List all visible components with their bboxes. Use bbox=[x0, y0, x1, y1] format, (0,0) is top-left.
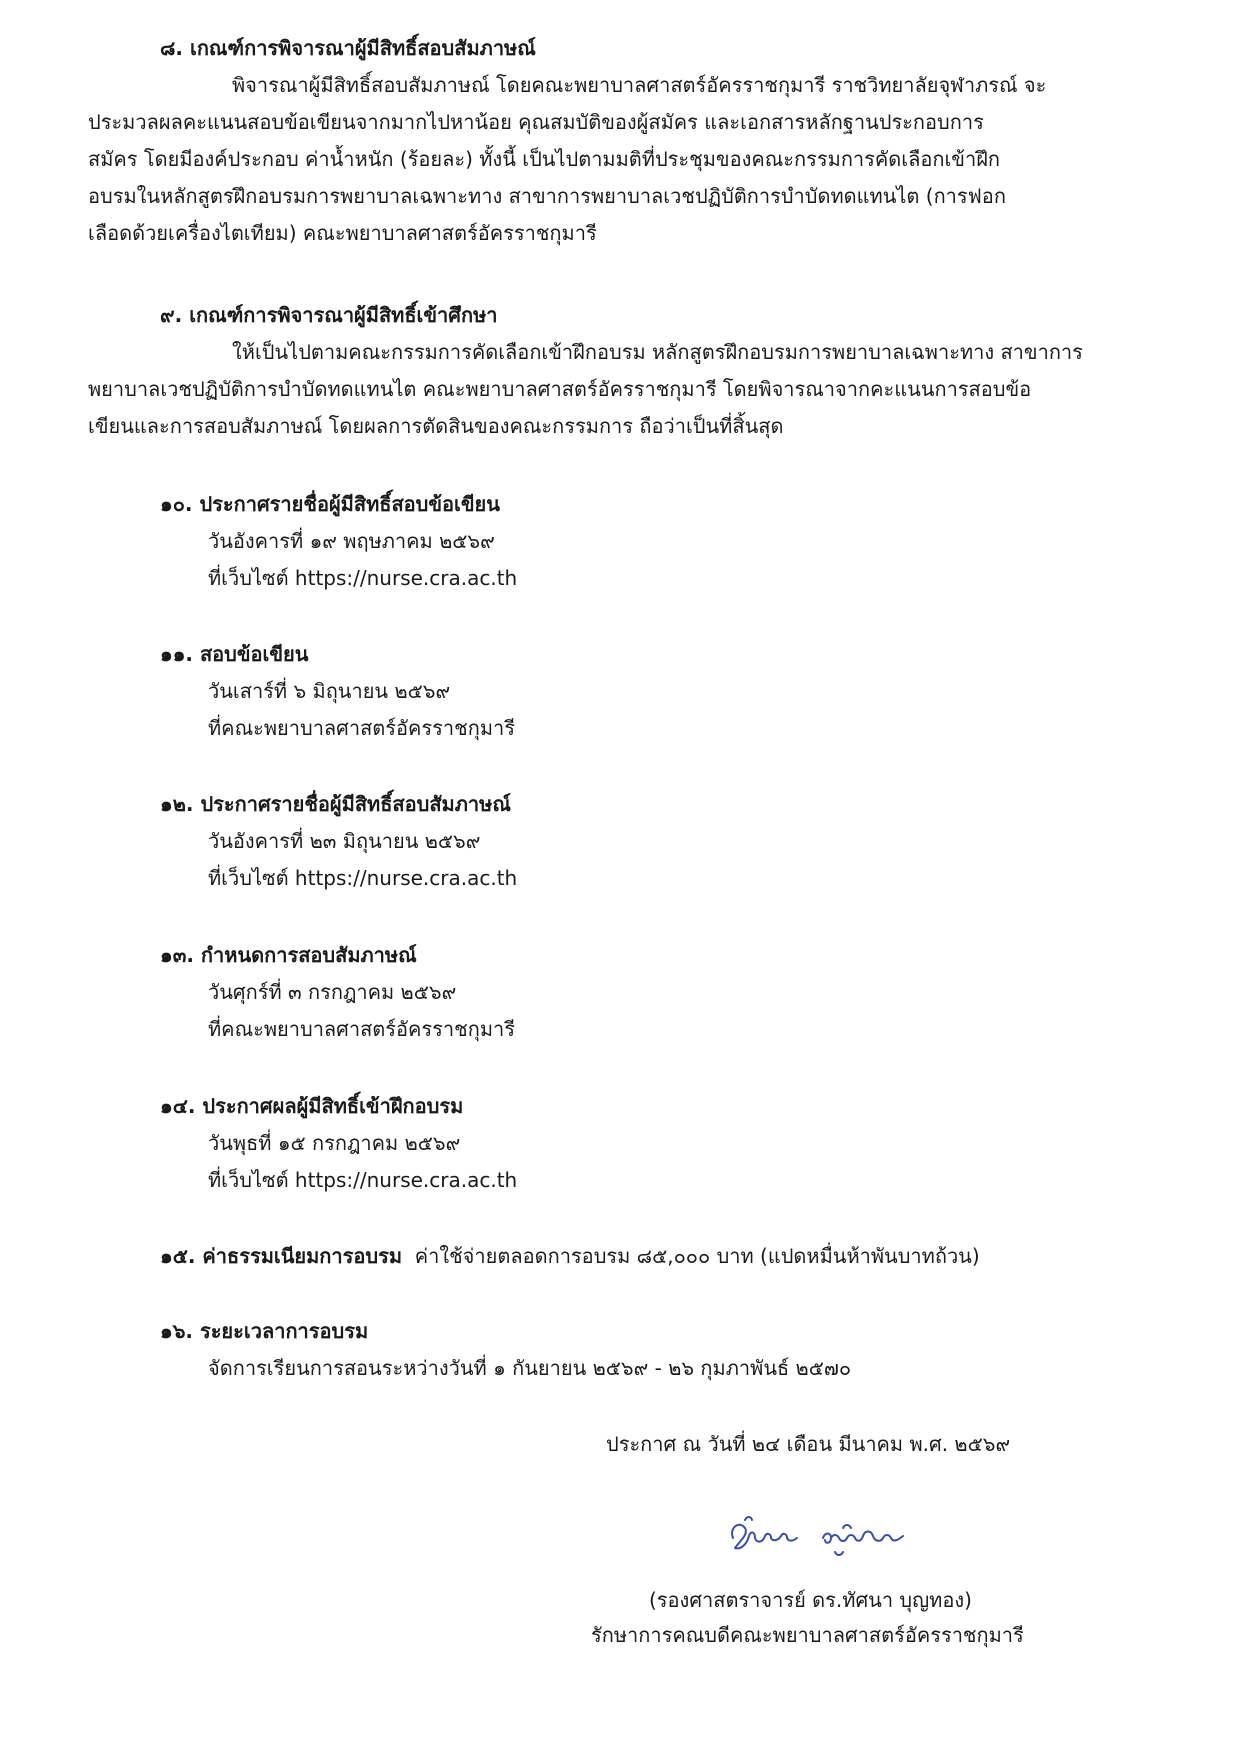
section-8-line-2: ประมวลผลคะแนนสอบข้อเขียนจากมากไปหาน้อย คุณสมบัติของผู้สมัคร และเอกสารหลักฐานประกอบการ bbox=[88, 110, 984, 134]
signer-name: (รองศาสตราจารย์ ดร.ทัศนา บุญทอง) bbox=[649, 1588, 972, 1612]
section-11-location: ที่คณะพยาบาลศาสตร์อัครราชกุมารี bbox=[208, 716, 515, 740]
section-15 bbox=[160, 1238, 1150, 1275]
section-8-line-4: อบรมในหลักสูตรฝึกอบรมการพยาบาลเฉพาะทาง สาขาการพยาบาลเวชปฏิบัติการบำบัดทดแทนไต (การฟอก bbox=[88, 184, 1006, 208]
section-13-date: วันศุกร์ที่ ๓ กรกฎาคม ๒๕๖๙ bbox=[208, 980, 457, 1004]
section-8-paragraph bbox=[88, 67, 1150, 252]
section-16-period: จัดการเรียนการสอนระหว่างวันที่ ๑ กันยายน ๒๕๖๙ - ๒๖ กุมภาพันธ์ ๒๕๗๐ bbox=[208, 1356, 852, 1380]
section-9-line-1: ให้เป็นไปตามคณะกรรมการคัดเลือกเข้าฝึกอบรม หลักสูตรฝึกอบรมการพยาบาลเฉพาะทาง สาขาการ bbox=[232, 340, 1083, 364]
section-12-heading: ๑๒. ประกาศรายชื่อผู้มีสิทธิ์สอบสัมภาษณ์ bbox=[160, 792, 511, 816]
section-14-date: วันพุธที่ ๑๕ กรกฎาคม ๒๕๖๙ bbox=[208, 1131, 461, 1155]
section-10-location: ที่เว็บไซต์ https://nurse.cra.ac.th bbox=[208, 566, 518, 590]
section-12 bbox=[160, 786, 1150, 897]
section-8 bbox=[88, 30, 1150, 252]
section-9-paragraph bbox=[88, 334, 1150, 445]
section-15-line bbox=[160, 1238, 1150, 1275]
section-11-date: วันเสาร์ที่ ๖ มิถุนายน ๒๕๖๙ bbox=[208, 679, 451, 703]
section-8-line-3: สมัคร โดยมีองค์ประกอบ ค่าน้ำหนัก (ร้อยละ) ทั้งนี้ เป็นไปตามมติที่ประชุมของคณะกรรมการคัดเลือกเข้าฝึก bbox=[88, 147, 1001, 171]
section-8-heading: ๘. เกณฑ์การพิจารณาผู้มีสิทธิ์สอบสัมภาษณ์ bbox=[160, 36, 536, 60]
section-9-heading: ๙. เกณฑ์การพิจารณาผู้มีสิทธิ์เข้าศึกษา bbox=[160, 303, 498, 327]
section-13-location: ที่คณะพยาบาลศาสตร์อัครราชกุมารี bbox=[208, 1017, 515, 1041]
section-15-heading: ๑๕. ค่าธรรมเนียมการอบรม bbox=[160, 1244, 403, 1268]
section-9-line-3: เขียนและการสอบสัมภาษณ์ โดยผลการตัดสินของคณะกรรมการ ถือว่าเป็นที่สิ้นสุด bbox=[88, 414, 784, 438]
section-12-location: ที่เว็บไซต์ https://nurse.cra.ac.th bbox=[208, 866, 518, 890]
section-10 bbox=[160, 486, 1150, 597]
section-9-line-2: พยาบาลเวชปฏิบัติการบำบัดทดแทนไต คณะพยาบาลศาสตร์อัครราชกุมารี โดยพิจารณาจากคะแนนการสอบข้อ bbox=[88, 377, 1032, 401]
signer-title: รักษาการคณบดีคณะพยาบาลศาสตร์อัครราชกุมารี bbox=[591, 1623, 1024, 1647]
section-10-date: วันอังคารที่ ๑๙ พฤษภาคม ๒๕๖๙ bbox=[208, 529, 495, 553]
section-13-heading: ๑๓. กำหนดการสอบสัมภาษณ์ bbox=[160, 943, 417, 967]
section-16 bbox=[160, 1313, 1150, 1387]
section-11-heading: ๑๑. สอบข้อเขียน bbox=[160, 642, 309, 666]
section-14-location: ที่เว็บไซต์ https://nurse.cra.ac.th bbox=[208, 1168, 518, 1192]
announcement-date: ประกาศ ณ วันที่ ๒๔ เดือน มีนาคม พ.ศ. ๒๕๖๙ bbox=[606, 1432, 1011, 1456]
section-8-line-1: พิจารณาผู้มีสิทธิ์สอบสัมภาษณ์ โดยคณะพยาบาลศาสตร์อัครราชกุมารี ราชวิทยาลัยจุฬาภรณ์ จะ bbox=[232, 73, 1047, 97]
section-13 bbox=[160, 937, 1150, 1048]
section-8-line-5: เลือดด้วยเครื่องไตเทียม) คณะพยาบาลศาสตร์อัครราชกุมารี bbox=[88, 221, 597, 245]
signature-image bbox=[725, 1508, 915, 1564]
section-10-heading: ๑๐. ประกาศรายชื่อผู้มีสิทธิ์สอบข้อเขียน bbox=[160, 492, 500, 516]
section-14 bbox=[160, 1088, 1150, 1199]
section-11 bbox=[160, 636, 1150, 747]
section-14-heading: ๑๔. ประกาศผลผู้มีสิทธิ์เข้าฝึกอบรม bbox=[160, 1094, 464, 1118]
section-9 bbox=[88, 297, 1150, 445]
section-15-fee-text: ค่าใช้จ่ายตลอดการอบรม ๘๕,๐๐๐ บาท (แปดหมื่นห้าพันบาทถ้วน) bbox=[414, 1244, 980, 1268]
section-16-heading: ๑๖. ระยะเวลาการอบรม bbox=[160, 1319, 369, 1343]
section-12-date: วันอังคารที่ ๒๓ มิถุนายน ๒๕๖๙ bbox=[208, 829, 481, 853]
